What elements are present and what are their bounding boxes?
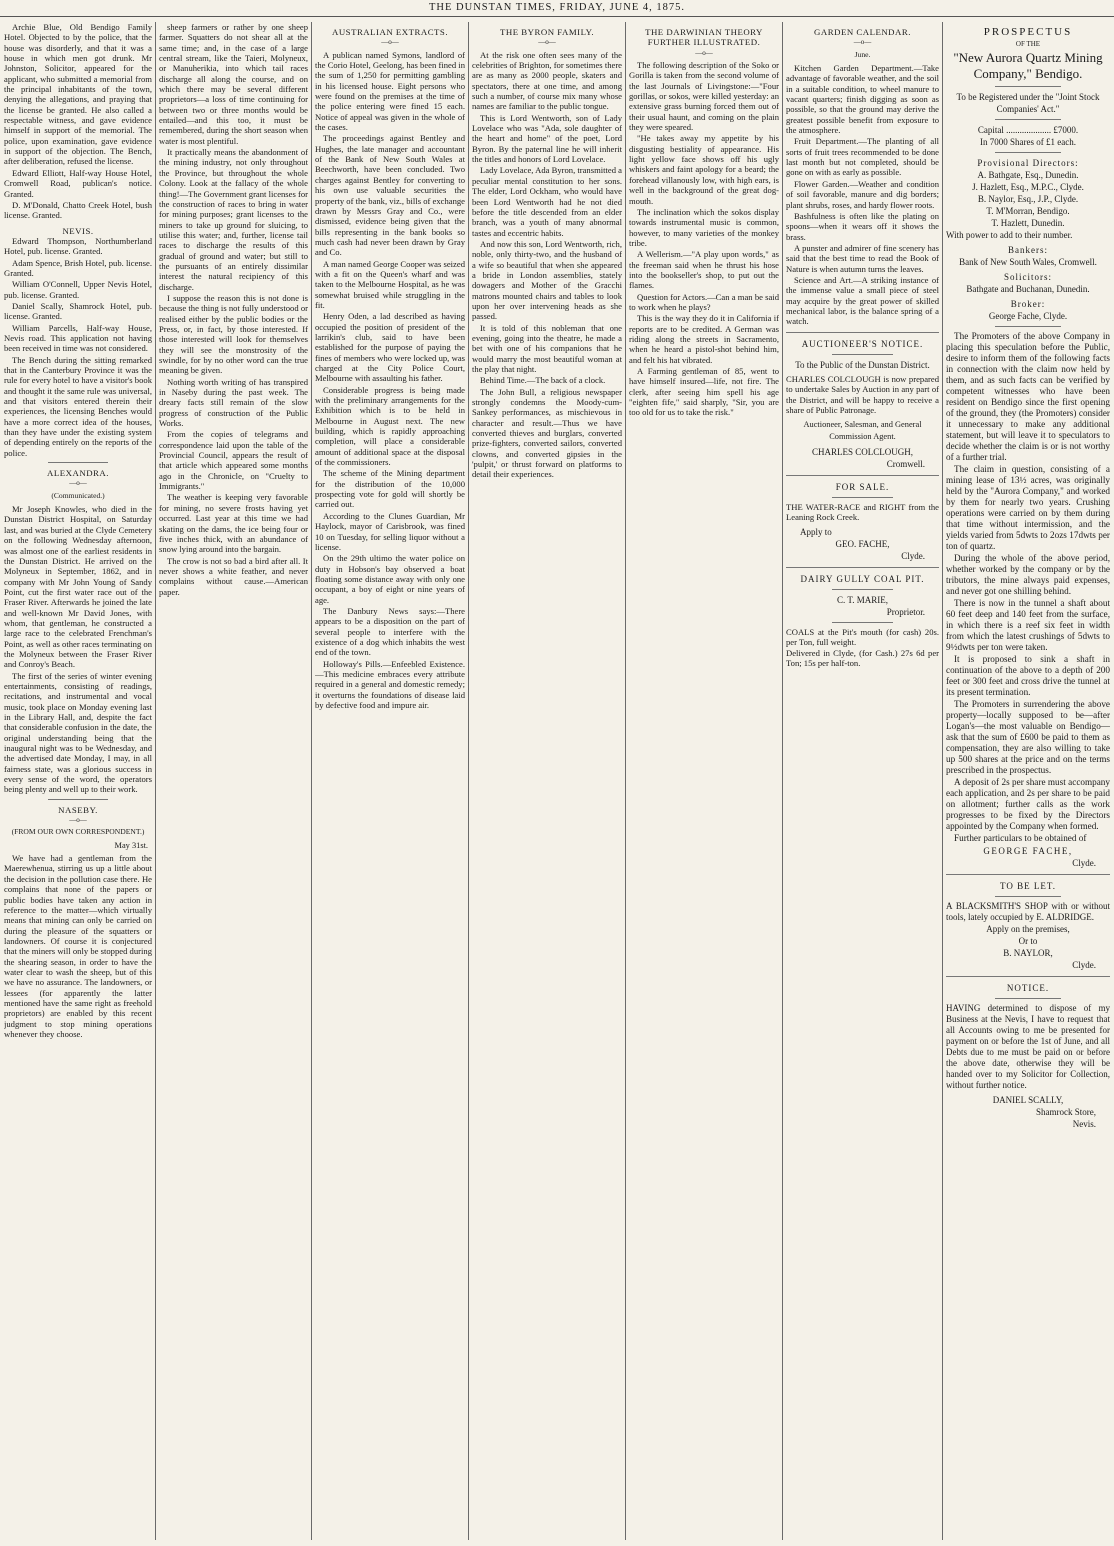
- paragraph: Adam Spence, Brish Hotel, pub. license. Granted.: [4, 257, 152, 278]
- byline: (FROM OUR OWN CORRESPONDENT.): [11, 827, 145, 837]
- paragraph: The crow is not so bad a bird after all. It never shows a white feather, and never complains without cause.—American paper.: [159, 555, 308, 597]
- paragraph: It is told of this nobleman that one evening, going into the theatre, he made a bet with one of his companions that he would marry the most beautiful woman at the play that night.: [472, 322, 622, 374]
- paragraph: According to the Clunes Guardian, Mr Haylock, mayor of Carisbrook, was fined 10 on Tuesday, for selling liquor without a license.: [315, 510, 465, 552]
- ad-line: OF THE: [1015, 40, 1041, 48]
- paragraph: Behind Time.—The back of a clock.: [480, 375, 606, 386]
- ornament: —o—: [69, 816, 87, 825]
- column-rule: [311, 22, 312, 1540]
- ad-subheading: Provisional Directors:: [977, 158, 1079, 168]
- paragraph: On the 29th ultimo the water police on duty in Hobson's bay observed a boat floating some distance away with only one occupant, a boy of eight or nine years of age.: [315, 553, 465, 605]
- paragraph: Archie Blue, Old Bendigo Family Hotel. Objected to by the police, that the house was disorderly, and that it was a house in which men got drunk. Mr Johnston, Solicitor, appeared for the applicant, who submitted a memorial from the principal inhabitants of the town, denying the allegations, and praying that the license be granted. He also called a respectable witness, and gave evidence himself in support of the memorial. The police, upon examination, gave evidence in support of the objection. The Bench, after deliberation, refused the license.: [4, 22, 152, 167]
- section-heading: GARDEN CALENDAR.: [814, 27, 911, 37]
- paragraph: The following description of the Soko or Gorilla is taken from the second volume of the last Journals of Livingstone:—"Four gorillas, or sokos, were killed yesterday: an extensive grass burning forced them out of their usual haunt, and coming on the plain they were speared.: [629, 60, 779, 133]
- separator: [995, 86, 1061, 87]
- ad-body: Delivered in Clyde, (for Cash.) 27s 6d per Ton; 15s per half-ton.: [786, 647, 939, 669]
- paragraph: A punster and admirer of fine scenery has said that the best time to read the Book of Nature is when autumn turns the leaves.: [786, 242, 939, 274]
- masthead: THE DUNSTAN TIMES, FRIDAY, JUNE 4, 1875.: [0, 0, 1114, 17]
- ad-subheading: Bankers:: [1008, 245, 1048, 255]
- director: T. M'Morran, Bendigo.: [986, 206, 1070, 216]
- paragraph: The weather is keeping very favorable for mining, no severe frosts having yet occurred. Last year at this time we had skating on the dams, the ice being four or five inches thick, with an abundance of snow lying around into the bargain.: [159, 492, 308, 555]
- paragraph: A publican named Symons, landlord of the Corio Hotel, Geelong, has been fined in the sum of 1,250 for permitting gambling in his licensed house. Eight persons who were found on the premises at the time of the police entering were fined 15 each. Notice of appeal was given in the whole of the cases.: [315, 49, 465, 133]
- separator: [946, 976, 1110, 977]
- separator: [48, 462, 107, 463]
- paragraph: Flower Garden.—Weather and condition of soil favorable, manure and dig borders; plant shrubs, roses, and hardy flower roots.: [786, 178, 939, 210]
- separator: [995, 326, 1061, 327]
- paragraph: From the copies of telegrams and correspondence laid upon the table of the Provincial Council, appears the result of that article which appeared some months ago in the Chronicle, on "Cruelty to Immigrants.": [159, 429, 308, 492]
- ad-line: To be Registered under the "Joint Stock Companies' Act.": [956, 92, 1100, 114]
- paragraph: D. M'Donald, Chatto Creek Hotel, bush license. Granted.: [4, 199, 152, 221]
- ad-place: Clyde.: [1072, 960, 1096, 970]
- director: J. Hazlett, Esq., M.P.C., Clyde.: [972, 182, 1084, 192]
- paragraph: Bashfulness is often like the plating on spoons—when it wears off it shows the brass.: [786, 210, 939, 242]
- column-rule: [625, 22, 626, 1540]
- ad-line: With power to add to their number.: [946, 230, 1073, 240]
- paragraph: William Parcells, Half-way House, Nevis road. This application not having been received in time was not considered.: [4, 322, 152, 354]
- paragraph: It practically means the abandonment of the mining industry, not only throughout the Province, but throughout the whole Colony. Look at the fallacy of the whole thing!—The Government grant licenses for the construction of races to bring in water for mining purposes; grant licenses to the miners to take up ground for sluicing, to utilise this water; and, further, license tail races to discharge the results of this gradual of ground and water; but still to the pursuants of an entirely dissimilar interest the natural recipiency of this discharge.: [159, 147, 308, 292]
- paragraph: A Farming gentleman of 85, went to have himself insured—life, not fire. The clerk, after seeing him spell his age "eighten fife," said sharply, "Sir, you are too old for us to take the risk.": [629, 366, 779, 418]
- paragraph: The inclination which the sokos display towards instrumental music is common, however, to many varieties of the monkey tribe.: [629, 206, 779, 248]
- ad-line: Bank of New South Wales, Cromwell.: [959, 257, 1097, 267]
- paragraph: Nothing worth writing of has transpired in Naseby during the past week. The dreary facts still remain of the slow progress of construction of the Public Works.: [159, 376, 308, 429]
- ad-heading: TO BE LET.: [1000, 881, 1056, 891]
- column-6: [786, 22, 939, 1540]
- column-rule: [155, 22, 156, 1540]
- separator: [48, 799, 107, 800]
- paragraph: Considerable progress is being made with the preliminary arrangements for the Exhibition which is to be held in Melbourne in August next. The new building, which is rapidly approaching completion, will place a considerable amount of additional space at the disposal of the commissioners.: [315, 384, 465, 468]
- paragraph: A man named George Cooper was seized with a fit on the Queen's wharf and was taken to the Melbourne Hospital, as he was somewhat bruised while struggling in the fit.: [315, 258, 465, 310]
- paragraph: And now this son, Lord Wentworth, rich, noble, only thirty-two, and the husband of a wife so beautiful that when she appeared a bride in London assemblies, stately dowagers and Mother of the Gracchi matrons mounted chairs and tables to look upon her over intervening heads as she passed.: [472, 238, 622, 322]
- ad-heading: PROSPECTUS: [983, 26, 1073, 38]
- ad-line: Or to: [1018, 936, 1038, 946]
- director: A. Bathgate, Esq., Dunedin.: [977, 170, 1079, 180]
- separator: [832, 622, 893, 623]
- separator: [995, 152, 1061, 153]
- ornament: —o—: [538, 38, 556, 47]
- ad-body: COALS at the Pit's mouth (for cash) 20s. per Ton, full weight.: [786, 626, 939, 648]
- ornament: —o—: [381, 38, 399, 47]
- paragraph: The Promoters of the above Company in placing this speculation before the Public, desire to inform them of the following facts in connection with the claim now held by them, and as such facts can be verified by competent witnesses who have been resident on Bendigo since the first opening of the ground, they (the Promoters) consider it unnecessary to make any additional statement, but will leave it to speculators to decide whether the claim is or is not worthy of a further trial.: [946, 331, 1110, 462]
- ad-line: Apply on the premises,: [986, 924, 1070, 934]
- paragraph: Mr Joseph Knowles, who died in the Dunstan District Hospital, on Saturday last, and was buried at the Clyde Cemetery on the following Wednesday afternoon, was almost one of the earliest residents in the Dunstan District. He arrived on the Molyneux in September, 1862, and in company with Mr John Young of Sandy Point, cut the first water race out of the Fraser River. Afterwards he joined the late and well-known Mr David Jones, with whom, that gentleman, he constructed a large race to the celebrated Frenchman's Point, as well as other races terminating on the Molyneux between the Fraser River and Conroy's Beach.: [4, 504, 152, 670]
- ad-signature: CHARLES COLCLOUGH,: [811, 446, 913, 457]
- byline: (Communicated.): [51, 490, 105, 500]
- ad-heading: FOR SALE.: [835, 481, 890, 492]
- prospectus-ad: [946, 26, 1110, 327]
- paragraph: This is the way they do it in California if reports are to be credited. A German was riding along the streets in Sacramento, when he heard a pistol-shot behind him, and felt his hat vibrated.: [629, 313, 779, 365]
- ad-line: Apply to: [800, 526, 832, 537]
- paragraph: Holloway's Pills.—Enfeebled Existence.—This medicine embraces every attribute required in a general and domestic remedy; it overturns the foundations of disease laid by defective food and impure air.: [315, 658, 465, 710]
- paragraph: Edward Elliott, Half-way House Hotel, Cromwell Road, publican's notice. Granted.: [4, 167, 152, 199]
- ad-line: Bathgate and Buchanan, Dunedin.: [966, 284, 1090, 294]
- ad-place: Cromwell.: [886, 458, 925, 469]
- ad-body: THE WATER-RACE and RIGHT from the Leaning Rock Creek.: [786, 501, 939, 523]
- section-heading: AUSTRALIAN EXTRACTS.: [331, 27, 449, 37]
- paragraph: I suppose the reason this is not done is because the thing is not fully understood or realised either by the public bodies or the Press, or, in fact, by those interested. If those interested will look for themselves they will see the monstrosity of the swindle, for by no other word can the true meaning be given.: [159, 292, 308, 376]
- section-heading: THE BYRON FAMILY.: [499, 27, 595, 37]
- capital-label: Capital: [977, 125, 1004, 135]
- ad-line: George Fache, Clyde.: [988, 311, 1068, 321]
- column-2: [159, 22, 308, 1540]
- paragraph: Daniel Scally, Shamrock Hotel, pub. license. Granted.: [4, 300, 152, 322]
- paragraph: Question for Actors.—Can a man be said to work when he plays?: [629, 291, 779, 312]
- ad-signature: GEORGE FACHE,: [983, 846, 1073, 856]
- section-heading: NASEBY.: [58, 804, 98, 815]
- paragraph: The Bench during the sitting remarked that in the Canterbury Province it was the rule for every hotel to have a visitor's book and thought it the same rule was universal, and that visitors entered therein their experiences, the licensing Benches would have a more correct idea of the houses, than they have under the existing system of depending entirely on the reports of the police.: [4, 354, 152, 458]
- paragraph: William O'Connell, Upper Nevis Hotel, pub. license. Granted.: [4, 279, 152, 300]
- paragraph: During the whole of the above period, whether worked by the company or by the tributors, the mine always paid expenses, and never got one shilling behind.: [946, 553, 1110, 596]
- ad-place: Clyde.: [901, 550, 925, 561]
- director: T. Hazlett, Dunedin.: [991, 218, 1065, 228]
- paragraph: This is Lord Wentworth, son of Lady Lovelace who was "Ada, sole daughter of the heart and home" of the poet, Lord Byron. By the paternal line he will inherit the titles and honors of Lord Lovelace.: [472, 112, 622, 165]
- paragraph: "He takes away my appetite by his disgusting bestiality of appearance. His light yellow face shows off his ugly whiskers and faint apology for a beard; the forehead villanously low, with high ears, is well in the background of the great dog-mouth.: [629, 133, 779, 206]
- paragraph: The John Bull, a religious newspaper strongly condemns the Moody-cum-Sankey performances, as mischievous in character and result.—Thus we have converted thieves and burglars, converted prize-fighters, converted sailors, converted clowns, and converted gipsies in the 'pulpit,' or thrust forward on platforms to detail their experiences.: [472, 386, 622, 480]
- column-5: [629, 22, 779, 1540]
- ad-heading: NOTICE.: [1006, 983, 1050, 993]
- separator: [786, 475, 939, 476]
- ad-line: In 7000 Shares of £1 each.: [980, 137, 1076, 147]
- separator: [786, 332, 939, 333]
- to-let-ad: [946, 880, 1110, 971]
- section-heading: ALEXANDRA.: [47, 468, 109, 479]
- separator: [832, 589, 893, 590]
- paragraph: The scheme of the Mining department for the distribution of the 10,000 prospecting vote for gold will shortly be carried out.: [315, 468, 465, 510]
- ad-line: Shamrock Store,: [1036, 1107, 1096, 1117]
- paragraph: The Danbury News says:—There appears to be a disposition on the part of several people to interfere with the existence of a dog which inhabits the west end of the town.: [315, 605, 465, 658]
- notice-ad: [946, 982, 1110, 1130]
- capital-value: £7000.: [1053, 125, 1079, 135]
- prospectus-signature: [946, 845, 1110, 869]
- ad-heading: AUCTIONEER'S NOTICE.: [801, 338, 924, 349]
- paragraph: Kitchen Garden Department.—Take advantage of favorable weather, and the soil in a suitable condition, to wheel manure to vacant quarters; finish digging as soon as possible, so that the ground may derive the greatest possible benefit from exposure to the atmosphere.: [786, 63, 939, 136]
- separator: [786, 567, 939, 568]
- ad-heading: DAIRY GULLY COAL PIT.: [800, 573, 925, 584]
- paragraph: Science and Art.—A striking instance of the immense value a small piece of steel may acquire by the great power of skilled mechanical labor, is the balance spring of a watch.: [786, 274, 939, 327]
- ad-subheading: Solicitors:: [1003, 272, 1052, 282]
- separator: [946, 874, 1110, 875]
- separator: [995, 998, 1061, 999]
- director: B. Naylor, Esq., J.P., Clyde.: [977, 194, 1079, 204]
- paragraph: Henry Oden, a lad described as having occupied the position of president of the larrikin's club, said to have been established for the purpose of paying the fines of members who were locked up, was charged at the City Police Court, Melbourne with assaulting his father.: [315, 311, 465, 384]
- column-3: [315, 22, 465, 1540]
- auctioneer-ad: [786, 338, 939, 470]
- paragraph: A deposit of 2s per share must accompany each application, and 2s per share to be paid on allotment; further calls as the work progresses to be fixed by the Directors appointed by the Company when formed.: [946, 777, 1110, 831]
- ad-subheading: Broker:: [1010, 299, 1046, 309]
- ad-signature: B. NAYLOR,: [1003, 948, 1053, 958]
- paragraph: Fruit Department.—The planting of all sorts of fruit trees recommended to be done last month but not completed, should be gone on with as early as possible.: [786, 136, 939, 178]
- ad-place: Nevis.: [1072, 1119, 1096, 1129]
- paragraph: The claim in question, consisting of a mining lease of 13½ acres, was originally held by the "Aurora Company," and worked by them for nearly two years. Crushing operations were carried on by them during that time without intermission, and the yields varied from 5dwts to 2ozs 17dwts per ton of quartz.: [946, 464, 1110, 551]
- paragraph: At the risk one often sees many of the celebrities of Brighton, for sometimes there are as many as 2000 people, skaters and spectators, there at one time, and among such a number, of course mix many whose names are familiar to the public tongue.: [472, 49, 622, 112]
- paragraph: The first of the series of winter evening entertainments, consisting of readings, recitations, and instrumental and vocal music, took place on Monday evening last in the Library Hall, and, despite the fact that considerable confusion in the date, the original understanding being that the inaugural night was to be Wednesday, and the advertised date Monday, I may, in all fairness state, was a glorious success in every sense of the word, the operators being plenty and well up to their work.: [4, 670, 152, 795]
- paragraph: Edward Thompson, Northumberland Hotel, pub. license. Granted.: [4, 235, 152, 257]
- ad-signature: C. T. MARIE,: [837, 594, 888, 605]
- ad-body: HAVING determined to dispose of my Business at the Nevis, I have to request that all Accounts owing to me be presented for payment on or before the 1st of June, and all Debts due to me must be paid on or before the above date, otherwise they will be handed over to my Solicitor for Collection, without further notice.: [946, 1003, 1110, 1090]
- capital-line: [946, 124, 1110, 136]
- paragraph: Further particulars to be obtained of: [954, 833, 1087, 843]
- paragraph: sheep farmers or rather by one sheep farmer. Squatters do not shear all at the same time; and, in the case of a large central stream, like the Taieri, Molyneux, or Manuherikia, into which tail races discharge all along the course, and on which there may be several different proprietors—a loss of time continuing for between two or three months would be entailed—and this too, it must be remembered, during the short season when water is most plentiful.: [159, 22, 308, 146]
- paragraph: We have had a gentleman from the Maerewhenua, stirring us up a little about the decision in the pollution case there. He complains that none of the papers or public bodies have taken any action in reference to the matter—which virtually means that mining can only be carried on during the pleasure of the squatters or landowners. Of course it is conjectured that the miners will only be stopped during the shearing season, in order to have the water clear to wash the sheep, but of this we have no assurance. The landowners, or lessees (for apparently the latter mentioned have the same right as freehold proprietors) are enabled by this recent judgment to stop mining operations whenever they choose.: [4, 853, 152, 1039]
- section-heading: THE DARWINIAN THEORY FURTHER ILLUSTRATED.: [645, 27, 763, 48]
- ornament: —o—: [69, 479, 87, 488]
- for-sale-ad: [786, 481, 939, 562]
- coal-pit-ad: [786, 573, 939, 669]
- paragraph: There is now in the tunnel a shaft about 60 feet deep and 140 feet from the surface, in which there is a reef six feet in width from which the latest crushings of 5dwts to 9½dwts per ton were taken.: [946, 598, 1110, 652]
- company-name: "New Aurora Quartz Mining Company," Bendigo.: [953, 50, 1103, 81]
- separator: [995, 896, 1061, 897]
- ad-signature: GEO. FACHE,: [835, 538, 890, 549]
- section-heading: NEVIS.: [62, 225, 94, 236]
- column-rule: [942, 22, 943, 1540]
- paragraph: The proceedings against Bentley and Hughes, the late manager and accountant of the Bank of New South Wales at Beechworth, have been concluded. Two charges against Bentley for converting to his own use valuable securities the property of the bank, viz., bills of exchange drawn by Messrs Gray and Co., were dismissed, evidence being given that the bills representing in the bank books so much cash had never been drawn by Gray and Co.: [315, 133, 465, 258]
- separator: [995, 119, 1061, 120]
- paragraph: It is proposed to sink a shaft in continuation of the above to a depth of 200 feet or 300 feet and cross drive the tunnel at its present termination.: [946, 654, 1110, 697]
- separator: [832, 354, 893, 355]
- column-7: [946, 22, 1110, 1540]
- ad-body: A BLACKSMITH'S SHOP with or without tools, lately occupied by E. ALDRIDGE.: [946, 901, 1110, 922]
- column-1: [4, 22, 152, 1540]
- ad-line: Proprietor.: [886, 606, 925, 617]
- subheading: June.: [854, 49, 871, 59]
- column-4: [472, 22, 622, 1540]
- ad-body: CHARLES COLCLOUGH is now prepared to undertake Sales by Auction in any part of the District, and will be happy to receive a share of Public Patronage.: [786, 373, 939, 416]
- column-rule: [782, 22, 783, 1540]
- ornament: —o—: [853, 38, 872, 47]
- ornament: —o—: [695, 48, 713, 57]
- leader-dots: ....................: [1006, 125, 1054, 135]
- ad-line: To the Public of the Dunstan District.: [795, 359, 930, 370]
- dateline: May 31st.: [114, 840, 148, 850]
- separator: [832, 497, 893, 498]
- ad-line: Auctioneer, Salesman, and General Commission Agent.: [803, 419, 922, 441]
- column-rule: [468, 22, 469, 1540]
- paragraph: Lady Lovelace, Ada Byron, transmitted a peculiar mental constitution to her sons. The elder, Lord Ockham, who would have been Lord Wentworth had he not died before the title descended from an elder branch, was a youth of many abnormal tastes and eccentric habits.: [472, 165, 622, 238]
- ad-signature: DANIEL SCALLY,: [992, 1095, 1064, 1105]
- ad-place: Clyde.: [1072, 858, 1096, 868]
- paragraph: The Promoters in surrendering the above property—locally supposed to be—after Logan's—the most valuable on Bendigo—ask that the sum of £600 be paid to them as compensation, they are also willing to take up 500 shares at the price and on the terms prescribed in the prospectus.: [946, 699, 1110, 775]
- paragraph: A Wellerism.—"A play upon words," as the freeman said when he thrust his hose into the bookseller's shop, to put out the flames.: [629, 249, 779, 291]
